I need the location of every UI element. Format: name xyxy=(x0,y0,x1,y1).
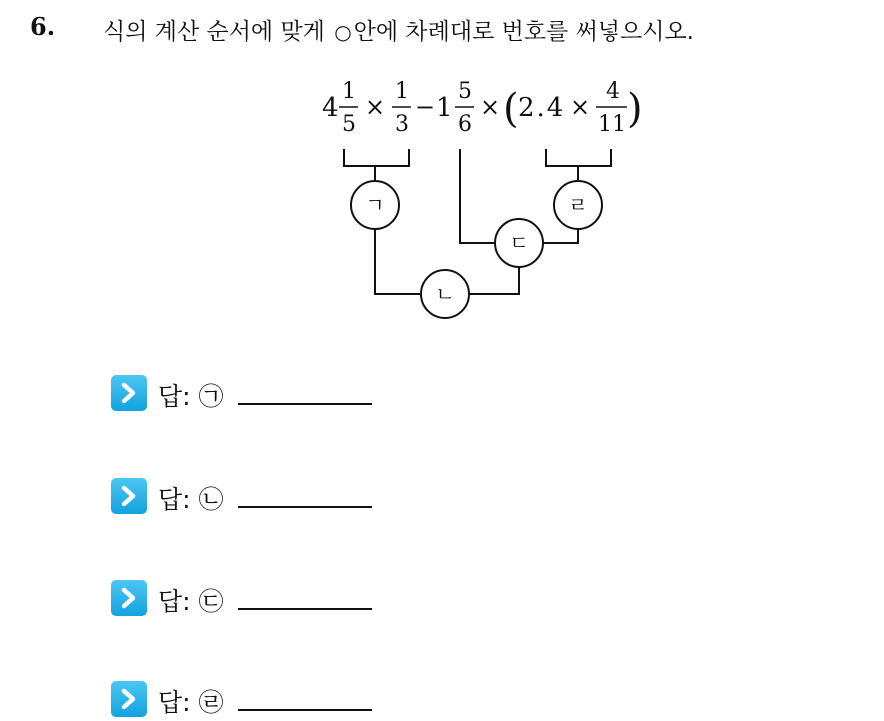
frac2-num: 1 xyxy=(395,79,409,104)
node-d-label: ㄹ xyxy=(568,193,588,217)
answer-label: 답: ㉡ xyxy=(158,485,224,514)
answer-label: 답: ㉢ xyxy=(158,587,224,616)
frac3-den: 6 xyxy=(458,112,472,137)
connector-a-to-b xyxy=(375,229,421,294)
answer-blank-line[interactable] xyxy=(238,608,372,610)
minus-sign: − xyxy=(415,93,436,121)
arrow-icon xyxy=(111,478,147,514)
node-a-label: ㄱ xyxy=(365,193,385,217)
frac1-den: 5 xyxy=(342,112,356,137)
question-text-before: 식의 계산 순서에 맞게 xyxy=(103,19,325,45)
decimal-2-4: 2.4 xyxy=(518,93,566,123)
right-paren: ) xyxy=(627,86,643,132)
whole-4: 4 xyxy=(322,93,339,123)
bracket-d xyxy=(546,149,611,166)
whole-1: 1 xyxy=(436,93,453,123)
connector-whole-to-c xyxy=(460,149,495,243)
frac3-num: 5 xyxy=(458,79,472,104)
node-c-label: ㄷ xyxy=(509,231,529,255)
answer-label: 답: ㉠ xyxy=(158,382,224,411)
frac4-num: 4 xyxy=(606,79,620,104)
bracket-a xyxy=(344,149,409,166)
question-number: 6. xyxy=(30,12,56,41)
frac4-den: 11 xyxy=(598,112,626,137)
times-2: × xyxy=(480,93,501,121)
times-3: × xyxy=(570,93,591,121)
left-paren: ( xyxy=(503,86,519,132)
calculation-order-diagram xyxy=(0,0,884,340)
times-1: × xyxy=(365,93,386,121)
question-text-after: 안에 차례대로 번호를 써넣으시오. xyxy=(353,19,694,45)
answer-blank-line[interactable] xyxy=(238,709,372,711)
frac2-den: 3 xyxy=(395,112,409,137)
answer-label: 답: ㉣ xyxy=(158,688,224,717)
frac1-num: 1 xyxy=(342,79,356,104)
answer-blank-line[interactable] xyxy=(238,403,372,405)
arrow-icon xyxy=(111,375,147,411)
arrow-icon xyxy=(111,580,147,616)
circle-blank-symbol: ○ xyxy=(334,20,352,44)
node-b-label: ㄴ xyxy=(435,282,455,306)
connector-d-to-c xyxy=(543,229,578,243)
answer-blank-line[interactable] xyxy=(238,506,372,508)
connector-c-to-b xyxy=(469,267,519,294)
arrow-icon xyxy=(111,681,147,717)
